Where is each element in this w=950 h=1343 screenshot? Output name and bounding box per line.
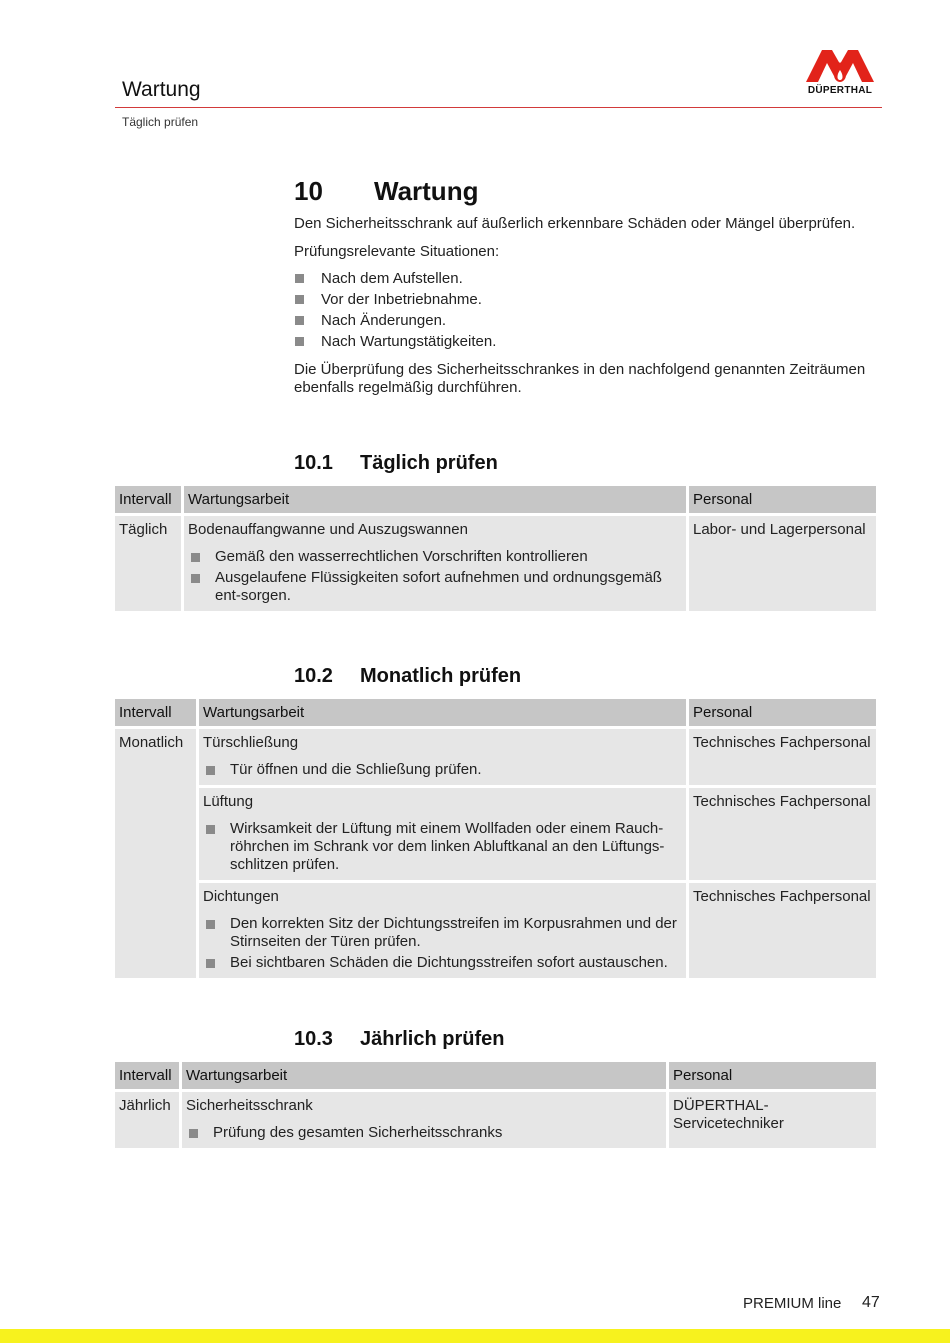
header-work: Wartungsarbeit — [184, 486, 686, 513]
section-title: Wartung — [374, 176, 479, 206]
personnel-cell: Technisches Fachpersonal — [689, 788, 876, 880]
section-number: 10.2 — [294, 665, 333, 687]
header-work: Wartungsarbeit — [182, 1062, 666, 1089]
running-header-subtitle: Täglich prüfen — [122, 115, 199, 129]
work-items — [188, 548, 682, 605]
table-row — [115, 883, 876, 978]
work-items — [203, 915, 682, 972]
header-personnel: Personal — [669, 1062, 876, 1089]
section-heading-10-1 — [294, 452, 498, 475]
logo-wordmark: DÜPERTHAL — [807, 85, 873, 96]
work-cell — [199, 883, 686, 978]
section-number: 10.3 — [294, 1028, 333, 1050]
interval-cell: Monatlich — [115, 729, 196, 978]
table-row — [115, 788, 876, 880]
personnel-cell: DÜPERTHAL-Servicetechniker — [669, 1092, 876, 1148]
work-title: Dichtungen — [203, 888, 279, 905]
interval-cell: Jährlich — [115, 1092, 179, 1148]
header-personnel: Personal — [689, 486, 876, 513]
intro-paragraph: Den Sicherheitsschrank auf äußerlich erkennbare Schäden oder Mängel überprüfen. — [294, 215, 856, 232]
section-title: Monatlich prüfen — [360, 665, 522, 687]
section-title: Jährlich prüfen — [360, 1028, 505, 1050]
list-item: Ausgelaufene Flüssigkeiten sofort aufnehmen und ordnungsgemäß ent-sorgen. — [188, 569, 682, 605]
list-item: Nach Änderungen. — [294, 310, 496, 331]
table-row — [115, 729, 876, 785]
closing-paragraph: Die Überprüfung des Sicherheitsschrankes in den nachfolgend genannten Zeiträumen ebenfalls regelmäßig durchführen. — [294, 361, 866, 396]
situations-list — [294, 268, 496, 352]
header-divider — [115, 107, 882, 108]
footer-product-line: PREMIUM line — [743, 1295, 842, 1312]
header-work: Wartungsarbeit — [199, 699, 686, 726]
table-row — [115, 516, 876, 611]
maintenance-table-daily — [112, 483, 879, 614]
list-item: Nach dem Aufstellen. — [294, 268, 496, 289]
footer-color-bar — [0, 1329, 950, 1343]
work-title: Türschließung — [203, 734, 299, 751]
maintenance-table-monthly — [112, 696, 879, 981]
section-title: Täglich prüfen — [360, 452, 498, 474]
table-row — [115, 1092, 876, 1148]
work-cell — [184, 516, 686, 611]
personnel-cell: Technisches Fachpersonal — [689, 729, 876, 785]
section-heading-10 — [294, 176, 478, 207]
work-title: Sicherheitsschrank — [186, 1097, 313, 1114]
list-item: Tür öffnen und die Schließung prüfen. — [203, 761, 682, 779]
header-interval: Intervall — [115, 699, 196, 726]
work-title: Bodenauffangwanne und Auszugswannen — [188, 521, 468, 538]
work-items — [203, 820, 682, 874]
list-item: Den korrekten Sitz der Dichtungsstreifen im Korpusrahmen und der Stirnseiten der Türen prüfen. — [203, 915, 682, 951]
personnel-cell: Labor- und Lagerpersonal — [689, 516, 876, 611]
section-number: 10 — [294, 176, 323, 206]
work-cell — [182, 1092, 666, 1148]
section-heading-10-2 — [294, 665, 521, 688]
work-cell — [199, 729, 686, 785]
list-item: Wirksamkeit der Lüftung mit einem Wollfaden oder einem Rauch-röhrchen im Schrank vor dem linken Abluftkanal an den Lüftungs-schlitzen prüfen. — [203, 820, 682, 874]
list-item: Nach Wartungstätigkeiten. — [294, 331, 496, 352]
page-number: 47 — [862, 1294, 880, 1311]
work-cell — [199, 788, 686, 880]
list-item: Vor der Inbetriebnahme. — [294, 289, 496, 310]
section-heading-10-3 — [294, 1028, 504, 1051]
flame-logo-icon — [806, 48, 874, 84]
work-items — [186, 1124, 662, 1142]
maintenance-table-yearly — [112, 1059, 879, 1151]
list-item: Prüfung des gesamten Sicherheitsschranks — [186, 1124, 662, 1142]
running-header-title: Wartung — [122, 78, 201, 101]
brand-logo — [800, 48, 880, 100]
interval-cell: Täglich — [115, 516, 181, 611]
list-item: Gemäß den wasserrechtlichen Vorschriften kontrollieren — [188, 548, 682, 566]
header-interval: Intervall — [115, 486, 181, 513]
header-personnel: Personal — [689, 699, 876, 726]
header-interval: Intervall — [115, 1062, 179, 1089]
section-number: 10.1 — [294, 452, 333, 474]
work-title: Lüftung — [203, 793, 254, 810]
personnel-cell: Technisches Fachpersonal — [689, 883, 876, 978]
work-items — [203, 761, 682, 779]
situations-label: Prüfungsrelevante Situationen: — [294, 243, 500, 260]
list-item: Bei sichtbaren Schäden die Dichtungsstreifen sofort austauschen. — [203, 954, 682, 972]
